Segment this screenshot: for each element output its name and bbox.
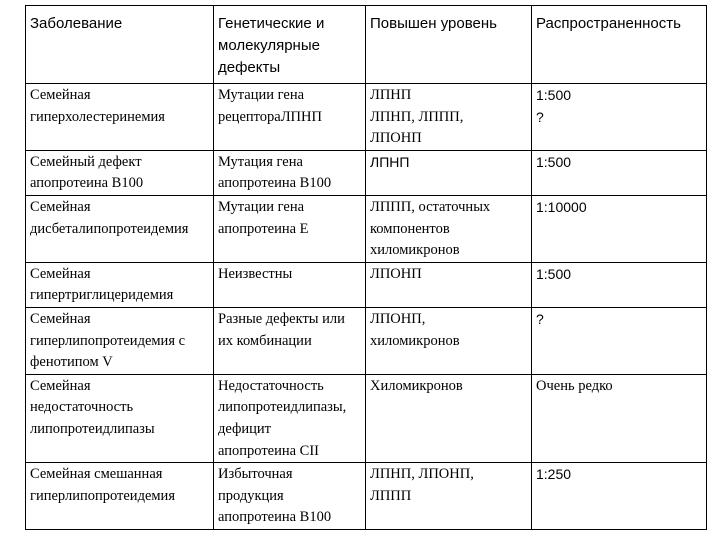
table-row [26,463,707,530]
defect-cell: Неизвестны [214,262,366,307]
disease-cell: Семейная дисбеталипопротеидемия [26,195,214,262]
prevalence-cell: 1:500 ? [532,84,707,151]
level-cell: ЛПОНП, хиломикронов [366,307,532,374]
prevalence-cell: 1:250 [532,463,707,530]
header-row [26,6,707,84]
header-prevalence: Распространенность [532,6,707,84]
disease-cell: Семейная недостаточность липопротеидлипазы [26,374,214,462]
prevalence-cell: 1:500 [532,262,707,307]
defect-cell: Мутации гена апопротеина Е [214,195,366,262]
prevalence-cell: 1:10000 [532,195,707,262]
level-cell: Хиломикронов [366,374,532,462]
prevalence-cell: ? [532,307,707,374]
level-cell: ЛПНП [366,150,532,195]
table-row [26,374,707,462]
lipid-disorders-table [25,5,707,530]
disease-cell: Семейная гиперлипопротеидемия с фенотипом V [26,307,214,374]
disease-cell: Семейная смешанная гиперлипопротеидемия [26,463,214,530]
header-genetic-defects: Генетические и молекулярные дефекты [214,6,366,84]
disease-cell: Семейная гипертриглицеридемия [26,262,214,307]
level-cell: ЛПНП ЛПНП, ЛППП, ЛПОНП [366,84,532,151]
level-cell: ЛПНП, ЛПОНП, ЛППП [366,463,532,530]
level-cell: ЛПОНП [366,262,532,307]
level-cell: ЛППП, остаточных компонентов хиломикронов [366,195,532,262]
table-row [26,307,707,374]
defect-cell: Недостаточность липопротеидлипазы, дефицит апопротеина СII [214,374,366,462]
table-row [26,150,707,195]
table-row [26,262,707,307]
disease-cell: Семейная гиперхолестеринемия [26,84,214,151]
table-row [26,195,707,262]
header-elevated-level: Повышен уровень [366,6,532,84]
table-row [26,84,707,151]
defect-cell: Избыточная продукция апопротеина В100 [214,463,366,530]
defect-cell: Разные дефекты или их комбинации [214,307,366,374]
defect-cell: Мутации гена рецептораЛПНП [214,84,366,151]
defect-cell: Мутация гена апопротеина В100 [214,150,366,195]
disease-cell: Семейный дефект апопротеина В100 [26,150,214,195]
prevalence-cell: Очень редко [532,374,707,462]
header-disease: Заболевание [26,6,214,84]
prevalence-cell: 1:500 [532,150,707,195]
